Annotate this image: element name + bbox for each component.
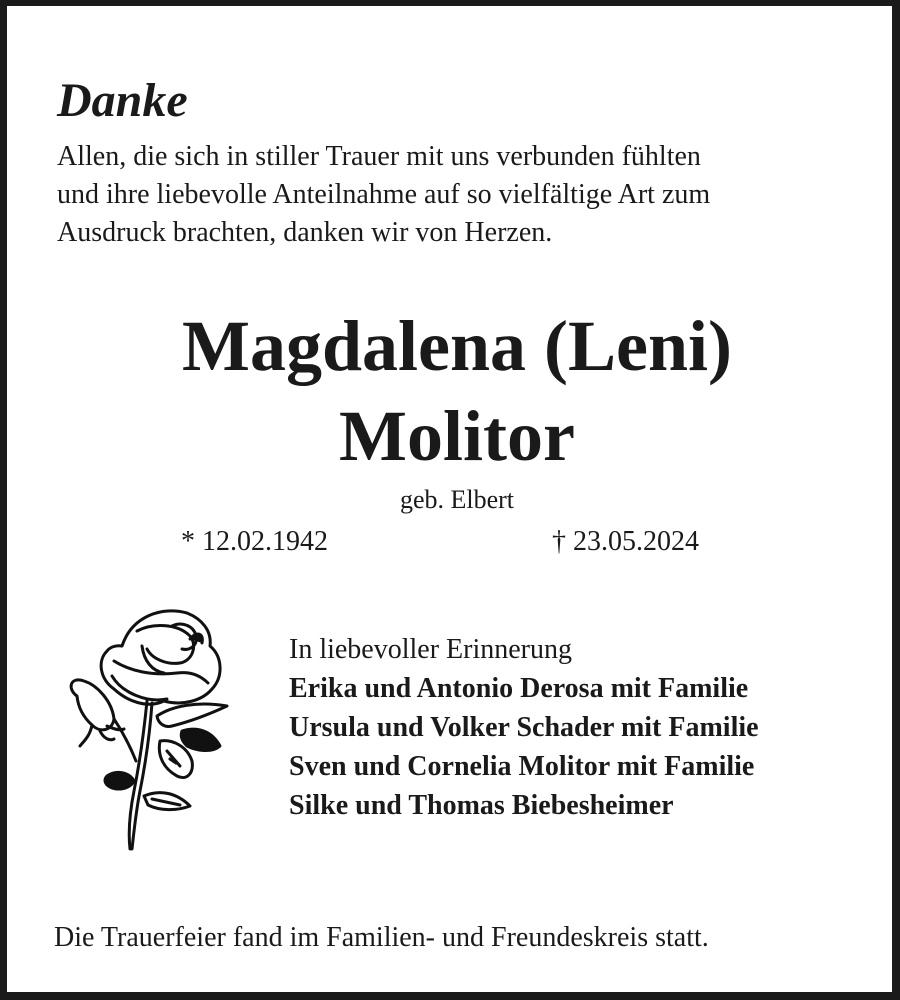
mourner-family: Ursula und Volker Schader mit Familie [289,712,759,743]
birth-date: * 12.02.1942 [181,526,328,557]
mourners-list [289,630,759,825]
deceased-name-first: Magdalena (Leni) [182,306,732,386]
mourner-family: Silke und Thomas Biebesheimer [289,790,674,821]
thank-you-text [57,138,857,252]
rose-icon [52,601,242,856]
mourner-family: Erika und Antonio Derosa mit Familie [289,673,749,704]
mourner-family: Sven und Cornelia Molitor mit Familie [289,751,755,782]
intro-line: Allen, die sich in stiller Trauer mit uns verbunden fühlten [57,141,701,172]
mourners-intro: In liebevoller Erinnerung [289,634,573,665]
intro-line: Ausdruck brachten, danken wir von Herzen. [57,217,553,248]
intro-line: und ihre liebevolle Anteilnahme auf so vielfältige Art zum [57,179,711,210]
maiden-name: geb. Elbert [399,485,515,514]
death-date: † 23.05.2024 [552,526,699,557]
funeral-note: Die Trauerfeier fand im Familien- und Freundeskreis statt. [54,922,709,953]
heading: Danke [57,74,188,127]
deceased-name-last: Molitor [339,396,575,476]
